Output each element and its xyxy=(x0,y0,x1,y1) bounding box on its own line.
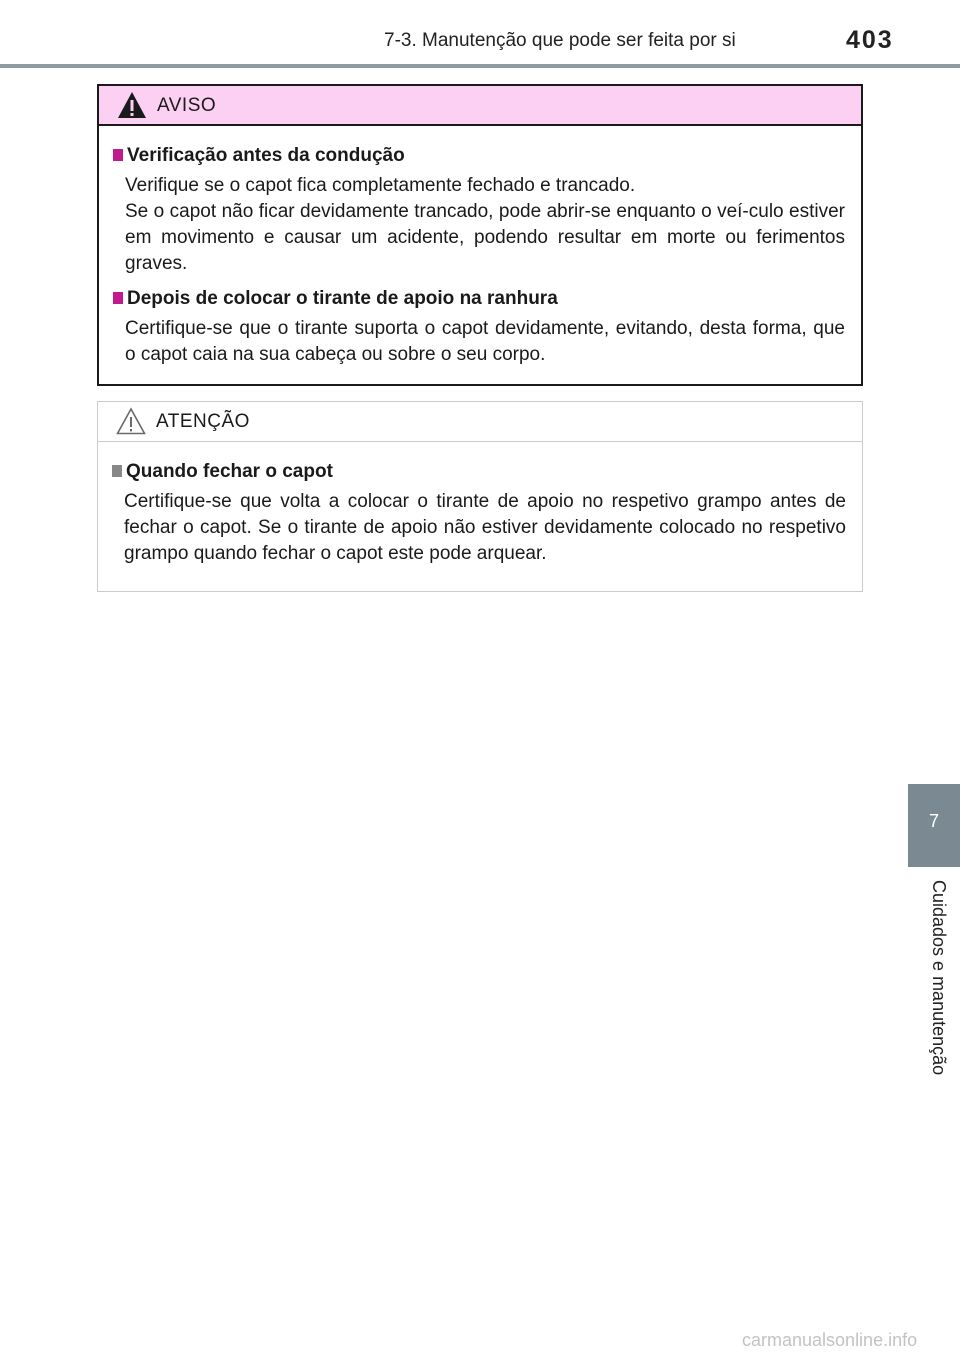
square-bullet-icon xyxy=(113,149,123,161)
warning-item-heading: Verificação antes da condução xyxy=(113,142,845,170)
chapter-number: 7 xyxy=(928,811,939,831)
page-header xyxy=(0,0,960,70)
watermark: carmanualsonline.info xyxy=(742,1330,918,1350)
caution-box-body xyxy=(98,442,862,567)
warning-box-header xyxy=(99,86,861,126)
warning-box-title: AVISO xyxy=(157,95,217,116)
paragraph: Certifique-se que volta a colocar o tirante de apoio no respetivo grampo antes de fechar o capot. Se o tirante de apoio não estiver devidamente colocado no respetivo grampo quando fechar o capot este pode arquear. xyxy=(124,491,846,564)
warning-item-heading: Depois de colocar o tirante de apoio na ranhura xyxy=(113,285,845,313)
warning-icon xyxy=(117,91,147,119)
paragraph: Verifique se o capot fica completamente fechado e trancado. xyxy=(125,175,636,196)
square-bullet-icon xyxy=(112,465,122,477)
caution-icon xyxy=(116,407,146,435)
warning-box xyxy=(97,84,863,386)
caution-item-heading: Quando fechar o capot xyxy=(112,458,846,486)
chapter-label: Cuidados e manutenção xyxy=(929,880,949,1076)
page-number: 403 xyxy=(846,26,894,54)
section-title: 7-3. Manutenção que pode ser feita por si xyxy=(384,30,736,51)
caution-item xyxy=(112,458,846,567)
square-bullet-icon xyxy=(113,292,123,304)
warning-item xyxy=(113,142,845,277)
paragraph: Se o capot não ficar devidamente trancado, pode abrir-se enquanto o veí-culo estiver em movimento e causar um acidente, podendo resultar em morte ou ferimentos graves. xyxy=(125,201,845,274)
paragraph: Certifique-se que o tirante suporta o capot devidamente, evitando, desta forma, que o capot caia na sua cabeça ou sobre o seu corpo. xyxy=(125,318,845,365)
warning-item-text xyxy=(125,316,845,368)
caution-box-title: ATENÇÃO xyxy=(156,411,250,432)
warning-box-body xyxy=(99,126,861,368)
warning-item xyxy=(113,285,845,368)
caution-box-header xyxy=(98,402,862,442)
caution-item-text xyxy=(124,489,846,567)
caution-box xyxy=(97,401,863,592)
chapter-tab xyxy=(908,784,960,867)
warning-item-text xyxy=(125,173,845,277)
header-rule xyxy=(0,64,960,68)
